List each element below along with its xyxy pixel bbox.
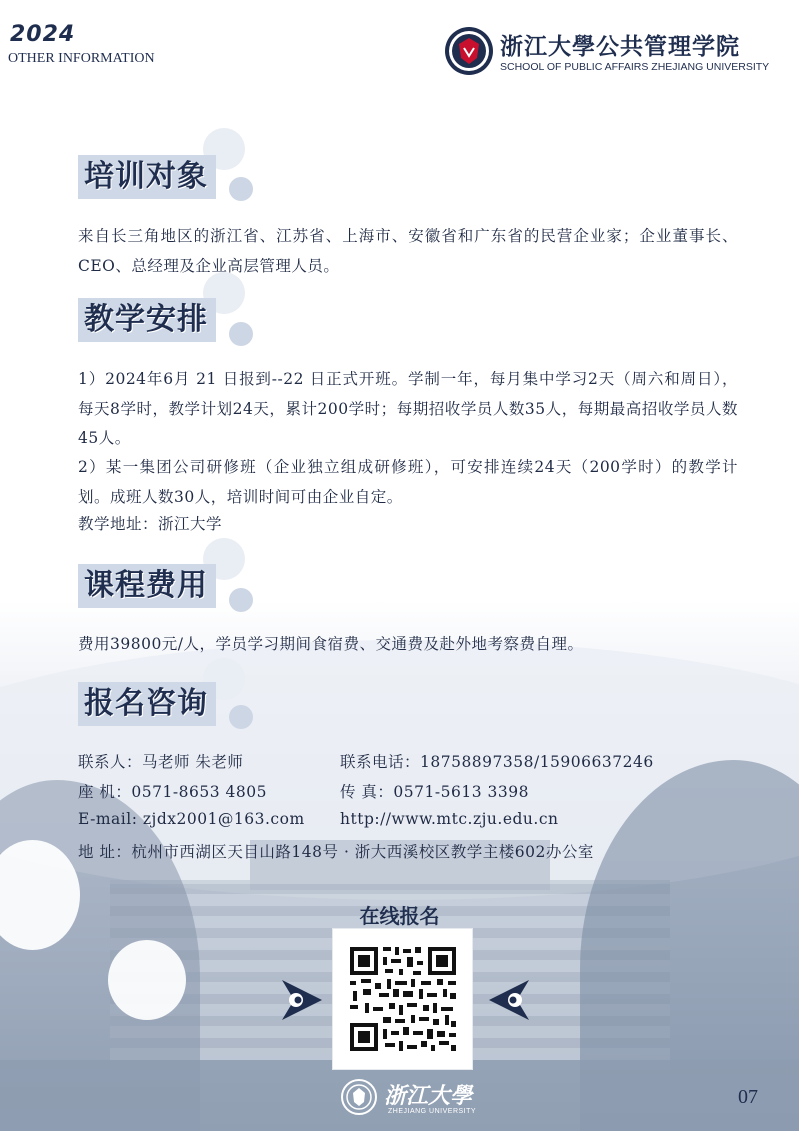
trainees-text: 来自长三角地区的浙江省、江苏省、上海市、安徽省和广东省的民营企业家；企业董事长、CEO、总经理及企业高层管理人员。 [78,227,738,275]
fees-text: 费用39800元/人，学员学习期间食宿费、交通费及赴外地考察费自理。 [78,635,584,653]
arrow-right-icon [278,976,326,1024]
decor-white-circle [108,940,186,1020]
decor-circle [229,705,253,729]
contact-address: 地 址：杭州市西湖区天目山路148号 · 浙大西溪校区教学主楼602办公室 [78,843,594,861]
contact-email[interactable]: E-mail: zjdx2001@163.com [78,810,305,828]
schedule-item-1: 1）2024年6月 21 日报到--22 日正式开班。学制一年，每月集中学习2天（周六和周日），每天8学时，教学计划24天，累计200学时；每期招收学员人数35人，每期最高招收学员人数45人。 [78,370,738,447]
decor-circle [229,588,253,612]
section-title: 教学安排 [78,298,216,342]
contact-landline[interactable]: 座 机：0571-8653 4805 [78,783,267,801]
zju-footer-emblem-icon [340,1078,378,1116]
decor-circle [229,322,253,346]
schedule-section-header [78,298,216,342]
section-title: 课程费用 [78,564,216,608]
year-label: 2024 [10,22,76,47]
contact-website-link[interactable]: http://www.mtc.zju.edu.cn [340,810,559,828]
page-number: 07 [738,1086,758,1108]
online-signup-title: 在线报名 [359,904,440,928]
schedule-location: 教学地址：浙江大学 [78,515,223,533]
arrow-left-icon [485,976,533,1024]
footer-logo-en: ZHEJIANG UNIVERSITY [388,1108,477,1115]
schedule-item-2: 2）某一集团公司研修班（企业独立组成研修班），可安排连续24天（200学时）的教学计划。成班人数30人，培训时间可由企业自定。 [78,458,738,506]
contact-section-header [78,682,216,726]
decor-circle [229,177,253,201]
school-name-en: SCHOOL OF PUBLIC AFFAIRS ZHEJIANG UNIVERSITY [500,61,770,73]
contact-phone[interactable]: 联系电话：18758897358/15906637246 [340,753,654,771]
fees-section-header [78,564,216,608]
school-name-cn: 浙江大學公共管理学院 [500,34,740,60]
trainees-section-header [78,155,216,199]
contact-person: 联系人：马老师 朱老师 [78,753,244,771]
contact-fax: 传 真：0571-5613 3398 [340,783,529,801]
section-title: 培训对象 [78,155,216,199]
qr-code-icon[interactable] [333,929,472,1069]
section-subtitle: OTHER INFORMATION [8,51,155,66]
footer-logo-cn: 浙江大學 [384,1084,473,1109]
section-title: 报名咨询 [78,682,216,726]
zju-emblem-icon [444,26,494,76]
qr-card[interactable] [333,929,472,1069]
